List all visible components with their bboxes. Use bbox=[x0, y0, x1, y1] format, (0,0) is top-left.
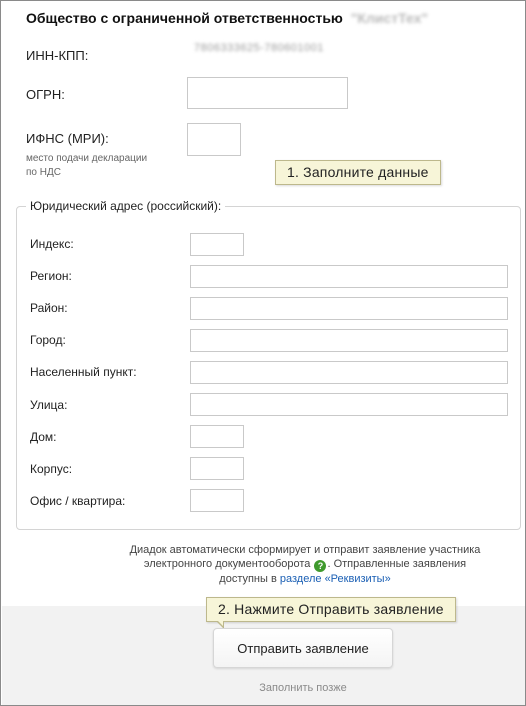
info-line-3 bbox=[111, 572, 499, 586]
ogrn-input[interactable] bbox=[187, 77, 348, 109]
hint-step-2-pointer-fill bbox=[217, 620, 223, 626]
inn-kpp-value-redacted: 7806333625-780601001 bbox=[194, 42, 324, 54]
ifns-sublabel-line1: место подачи декларации bbox=[26, 153, 148, 164]
ogrn-label: ОГРН: bbox=[26, 87, 65, 102]
requisites-link[interactable]: разделе «Реквизиты» bbox=[279, 573, 391, 585]
hint-step-2: 2. Нажмите Отправить заявление bbox=[206, 597, 456, 622]
ifns-sublabel-line2: по НДС bbox=[26, 167, 61, 178]
ifns-sublabel bbox=[26, 152, 147, 180]
question-circle-icon[interactable]: ? bbox=[314, 560, 326, 572]
address-label-region: Регион: bbox=[30, 269, 72, 283]
legal-address-legend: Юридический адрес (российский): bbox=[26, 199, 225, 213]
district-input[interactable] bbox=[190, 297, 508, 320]
ifns-input[interactable] bbox=[187, 123, 241, 156]
submit-application-button[interactable]: Отправить заявление bbox=[213, 628, 393, 668]
street-input[interactable] bbox=[190, 393, 508, 416]
address-label-house: Дом: bbox=[30, 430, 57, 444]
ifns-label: ИФНС (МРИ): bbox=[26, 131, 109, 146]
address-label-office: Офис / квартира: bbox=[30, 494, 126, 508]
hint-step-1: 1. Заполните данные bbox=[275, 160, 441, 185]
info-line-2-text: электронного документооборота bbox=[143, 558, 311, 570]
org-name-redacted: "КлистТех" bbox=[350, 10, 428, 26]
region-input[interactable] bbox=[190, 265, 508, 288]
address-label-building: Корпус: bbox=[30, 462, 73, 476]
index-input[interactable] bbox=[190, 233, 244, 256]
page-title bbox=[26, 10, 428, 26]
address-label-city: Город: bbox=[30, 333, 66, 347]
address-label-district: Район: bbox=[30, 301, 68, 315]
locality-input[interactable] bbox=[190, 361, 508, 384]
address-label-locality: Населенный пункт: bbox=[30, 365, 137, 379]
city-input[interactable] bbox=[190, 329, 508, 352]
address-label-index: Индекс: bbox=[30, 237, 74, 251]
info-line-3-text: доступны в bbox=[219, 573, 277, 585]
info-line-2 bbox=[111, 557, 499, 572]
house-input[interactable] bbox=[190, 425, 244, 448]
fill-later-link[interactable]: Заполнить позже bbox=[259, 682, 347, 694]
address-label-street: Улица: bbox=[30, 398, 68, 412]
info-text bbox=[111, 543, 499, 586]
info-line-1: Диадок автоматически сформирует и отправит заявление участника bbox=[129, 544, 481, 556]
inn-kpp-label: ИНН-КПП: bbox=[26, 48, 89, 63]
org-type-text: Общество с ограниченной ответственностью bbox=[26, 10, 343, 26]
info-line-2-tail: . Отправленные заявления bbox=[327, 558, 467, 570]
office-input[interactable] bbox=[190, 489, 244, 512]
building-input[interactable] bbox=[190, 457, 244, 480]
